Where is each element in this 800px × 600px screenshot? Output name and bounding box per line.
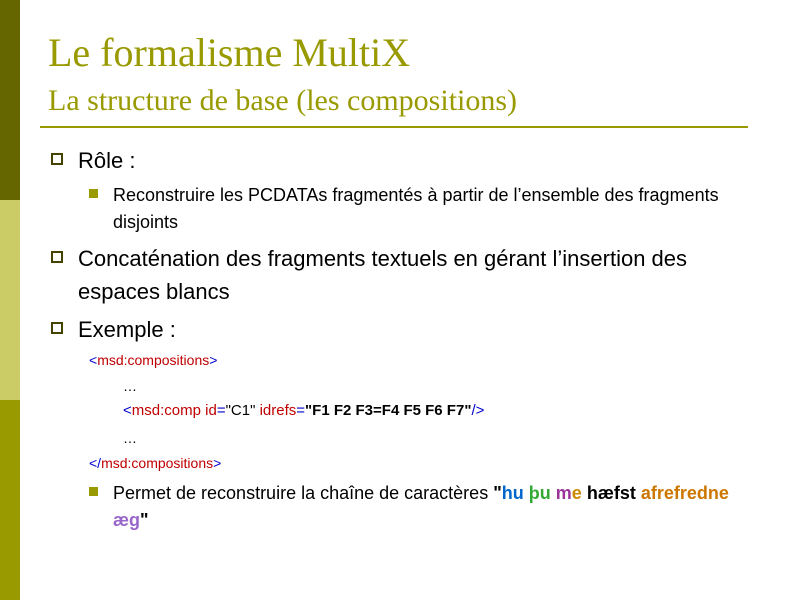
code-tag-name: msd:comp <box>131 402 201 419</box>
sub-bullet-role-line2: disjoints <box>113 212 179 232</box>
code-attr-idrefs: idrefs <box>259 402 297 419</box>
sidebar-band-middle <box>0 200 20 400</box>
code-quote: " <box>250 402 256 419</box>
result-seg-5: afrefredne <box>640 483 729 503</box>
result-seg-1: þu <box>528 483 551 503</box>
result-seg-0: hu <box>501 483 524 503</box>
sub-bullet-icon <box>89 189 98 198</box>
code-id-value: C1 <box>230 402 251 419</box>
code-punct: < <box>123 402 132 419</box>
result-seg-4: hæfst <box>586 483 636 503</box>
code-punct: /> <box>471 402 485 419</box>
bullet-box-icon <box>51 251 63 263</box>
code-idrefs-value: F1 F2 F3=F4 F5 F6 F7 <box>312 402 465 419</box>
code-quote: " <box>225 402 231 419</box>
code-punct: = <box>296 402 306 419</box>
code-tag-name: msd:compositions <box>101 455 214 471</box>
bullet-role: Rôle : <box>78 148 136 173</box>
code-quote: " <box>464 402 472 419</box>
code-punct: > <box>213 455 222 471</box>
result-seg-2: m <box>555 483 572 503</box>
sidebar-band-top <box>0 0 20 200</box>
code-attr-id: id <box>205 402 217 419</box>
result-seg-6: æg <box>113 510 140 530</box>
slide-subtitle: La structure de base (les compositions) <box>48 84 518 117</box>
code-punct: = <box>216 402 226 419</box>
code-punct: > <box>209 352 218 368</box>
code-tag-name: msd:compositions <box>97 352 210 368</box>
code-close-tag <box>89 453 221 473</box>
code-comp-element <box>123 401 484 421</box>
sidebar-band-bottom <box>0 400 20 600</box>
code-ellipsis: … <box>123 378 137 394</box>
sub-bullet-icon <box>89 487 98 496</box>
bullet-concat-line1: Concaténation des fragments textuels en gérant l’insertion des <box>78 246 688 271</box>
result-prefix: Permet de reconstruire la chaîne de caractères <box>113 483 494 503</box>
code-punct: < <box>89 352 98 368</box>
sub-bullet-role-line1: Reconstruire les PCDATAs fragmentés à partir de l’ensemble des fragments <box>113 185 719 205</box>
bullet-example: Exemple : <box>78 317 176 342</box>
bullet-concat-line2: espaces blancs <box>78 279 230 304</box>
result-line1 <box>113 480 729 507</box>
code-ellipsis: … <box>123 430 137 446</box>
result-quote-close: " <box>140 510 149 530</box>
slide-title: Le formalisme MultiX <box>48 30 411 75</box>
bullet-box-icon <box>51 322 63 334</box>
code-open-tag <box>89 350 217 370</box>
sidebar-decoration <box>0 0 20 600</box>
result-seg-3: e <box>571 483 582 503</box>
code-quote: " <box>305 402 313 419</box>
result-quote-open: " <box>493 483 502 503</box>
code-punct: </ <box>89 455 102 471</box>
result-line2 <box>113 507 149 534</box>
title-divider <box>40 126 748 128</box>
bullet-box-icon <box>51 153 63 165</box>
